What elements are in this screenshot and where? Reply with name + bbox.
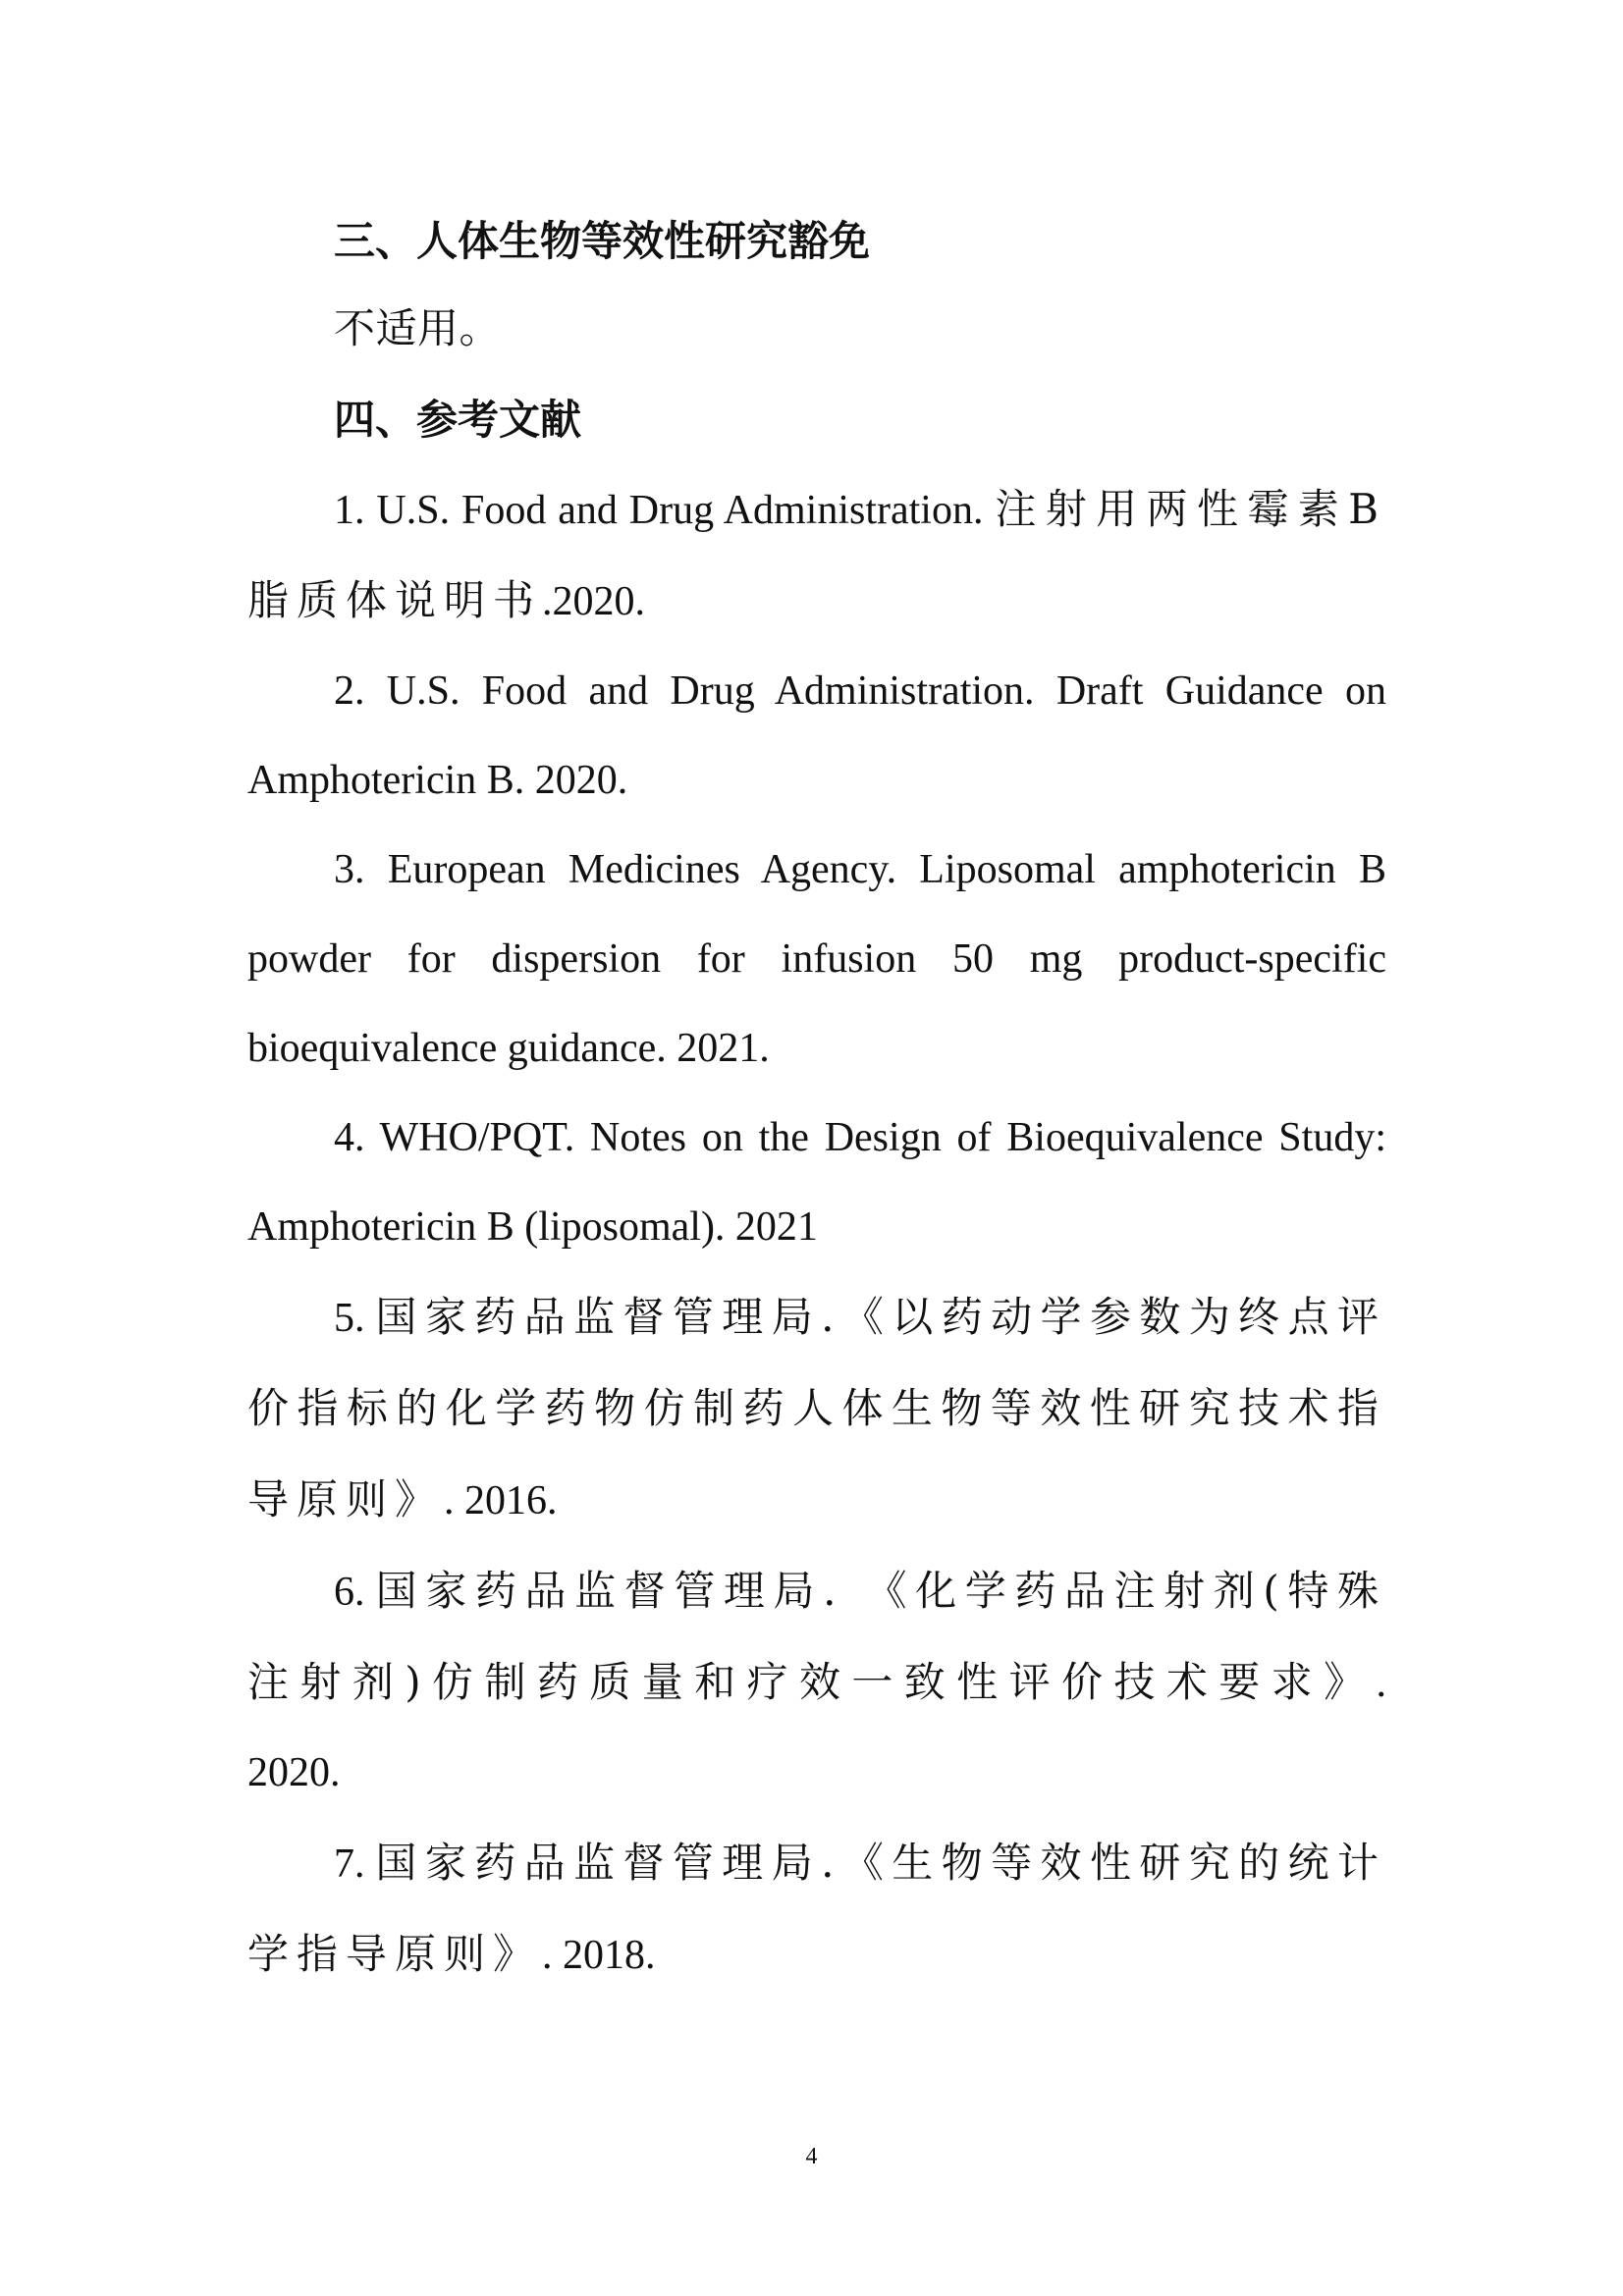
section-four-heading: 四、参考文献 [334,396,582,444]
reference-1 [247,464,1386,647]
reference-6-tail: . 2020. [247,1661,1386,1795]
reference-5-en: 5. [334,1296,376,1341]
reference-7-zh: 国家药品监督管理局.《生物等效性研究的统计学指导原则》 [247,1839,1387,1978]
reference-5-zh: 国家药品监督管理局.《以药动学参数为终点评价指标的化学药物仿制药人体生物等效性研究技术指导原则》 [247,1293,1387,1523]
section-three-heading: 三、人体生物等效性研究豁免 [334,217,871,265]
reference-6-en: 6. [334,1570,376,1615]
reference-2: 2. U.S. Food and Drug Administration. Draft Guidance on Amphotericin B. 2020. [247,668,1386,803]
reference-7-en: 7. [334,1842,376,1887]
reference-5-tail: . 2016. [444,1478,558,1523]
reference-6-zh: 国家药品监督管理局. 《化学药品注射剂(特殊注射剂)仿制药质量和疗效一致性评价技术要求》 [247,1567,1387,1706]
reference-1-tail: .2020. [542,579,646,624]
page-number: 4 [805,2144,818,2169]
reference-1-zh: 注射用两性霉素B脂质体说明书 [247,485,1386,624]
reference-1-en: 1. U.S. Food and Drug Administration. [334,488,996,533]
page-content [247,196,1386,2001]
reference-7 [247,1818,1386,2001]
section-three-body: 不适用。 [334,307,502,352]
reference-6 [247,1546,1386,1818]
reference-4: 4. WHO/PQT. Notes on the Design of Bioequivalence Study: Amphotericin B (liposomal). 2021 [247,1115,1386,1250]
reference-5 [247,1272,1386,1546]
reference-3: 3. European Medicines Agency. Liposomal amphotericin B powder for dispersion for infusion 50 mg product-specific bioequivalence guidance. 2021. [247,847,1386,1071]
reference-7-tail: . 2018. [542,1933,656,1978]
